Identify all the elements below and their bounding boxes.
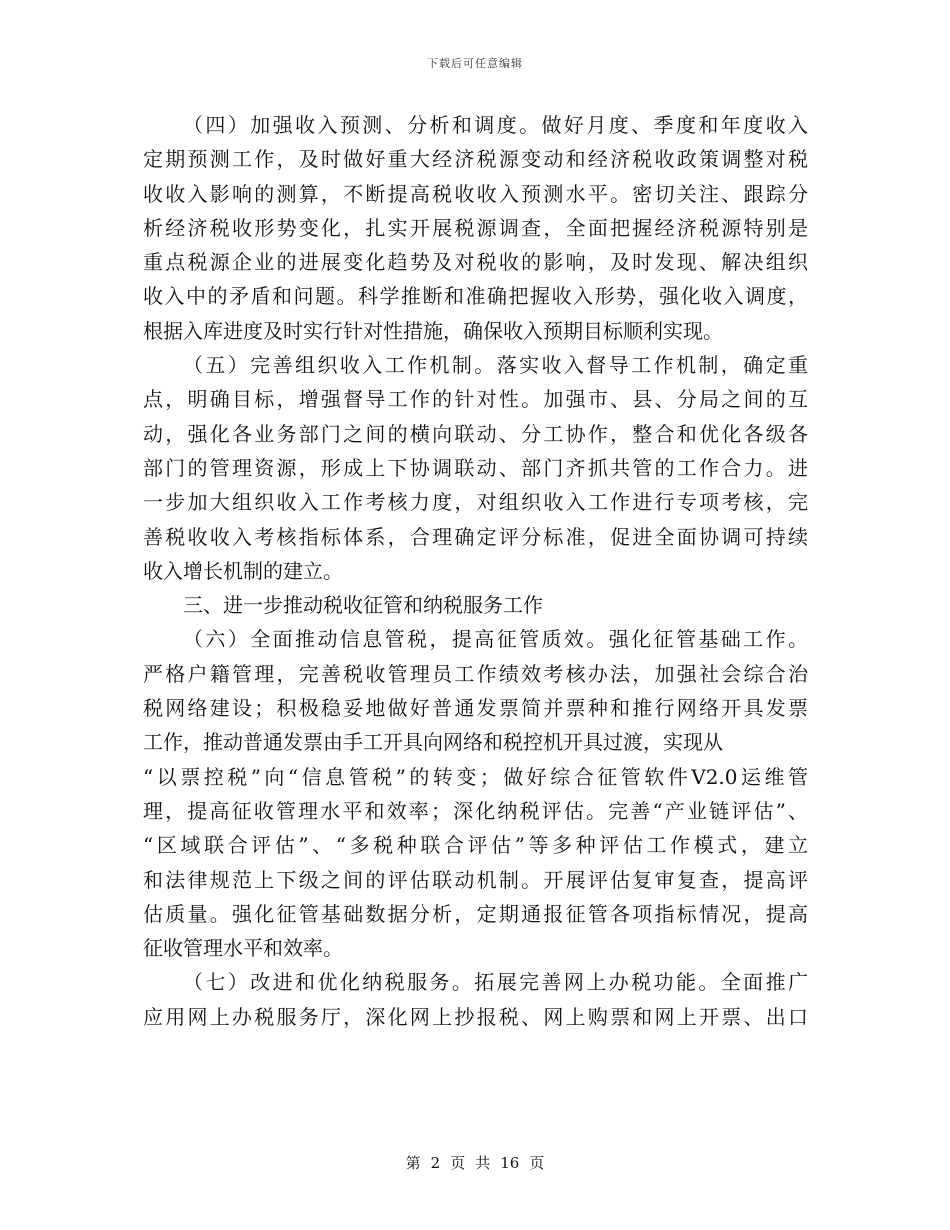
page-header: 下载后可任意编辑 [427,57,523,70]
page-footer [0,1152,950,1173]
total-pages: 16 [500,1154,520,1172]
paragraph-line: （五）完善组织收入工作机制。落实收入督导工作机制，确定重 [183,353,808,378]
page-number: 2 [430,1154,441,1172]
paragraph-line: 析经济税收形势变化，扎实开展税源调查，全面把握经济税源特别是 [143,215,808,240]
paragraph-line: （六）全面推动信息管税，提高征管质效。强化征管基础工作。 [183,627,808,652]
body-text [143,108,808,1034]
paragraph-line: 理，提高征收管理水平和效率；深化纳税评估。完善“产业链评估”、 [143,798,808,823]
paragraph-line: （七）改进和优化纳税服务。拓展完善网上办税功能。全面推广 [183,970,808,995]
paragraph-line: 征收管理水平和效率。 [143,936,343,961]
paragraph-line: 应用网上办税服务厅，深化网上抄报税、网上购票和网上开票、出口 [143,1004,808,1029]
paragraph-line: 和法律规范上下级之间的评估联动机制。开展评估复审复查，提高评 [143,867,808,892]
paragraph-line: 税网络建设；积极稳妥地做好普通发票简并票种和推行网络开具发票 [143,696,808,721]
footer-total-label: 共 [475,1154,491,1172]
paragraph-line: （四）加强收入预测、分析和调度。做好月度、季度和年度收入 [183,113,808,137]
paragraph-line: 部门的管理资源，形成上下协调联动、部门齐抓共管的工作合力。进 [143,455,808,480]
paragraph-line: 严格户籍管理，完善税收管理员工作绩效考核办法，加强社会综合治 [143,661,808,686]
paragraph-line: 点，明确目标，增强督导工作的针对性。加强市、县、分局之间的互 [143,387,808,412]
paragraph-line: 估质量。强化征管基础数据分析，定期通报征管各项指标情况，提高 [143,901,808,926]
paragraph-line: 工作，推动普通发票由手工开具向网络和税控机开具过渡，实现从 [143,730,723,755]
paragraph-line: 收入中的矛盾和问题。科学推断和准确把握收入形势，强化收入调度， [143,284,808,309]
paragraph-line: 一步加大组织收入工作考核力度，对组织收入工作进行专项考核，完 [143,490,808,515]
paragraph-line: 收入增长机制的建立。 [143,558,343,583]
footer-page-word: 页 [450,1154,466,1172]
section-heading: 三、进一步推动税收征管和纳税服务工作 [183,593,543,618]
paragraph-line: 动，强化各业务部门之间的横向联动、分工协作，整合和优化各级各 [143,421,808,446]
paragraph-line: 定期预测工作，及时做好重大经济税源变动和经济税收政策调整对税 [143,147,808,172]
paragraph-line: 重点税源企业的进展变化趋势及对税收的影响，及时发现、解决组织 [143,250,808,275]
paragraph-line: 收收入影响的测算，不断提高税收收入预测水平。密切关注、跟踪分 [143,181,808,206]
paragraph-line: “区域联合评估”、“多税种联合评估”等多种评估工作模式，建立 [143,833,808,858]
footer-suffix: 页 [529,1154,545,1172]
paragraph-line: 善税收收入考核指标体系，合理确定评分标准，促进全面协调可持续 [143,524,808,549]
paragraph-line: 根据入库进度及时实行针对性措施，确保收入预期目标顺利实现。 [143,318,723,343]
paragraph-line: “以票控税”向“信息管税”的转变；做好综合征管软件V2.0运维管 [143,764,808,789]
footer-prefix: 第 [405,1154,421,1172]
